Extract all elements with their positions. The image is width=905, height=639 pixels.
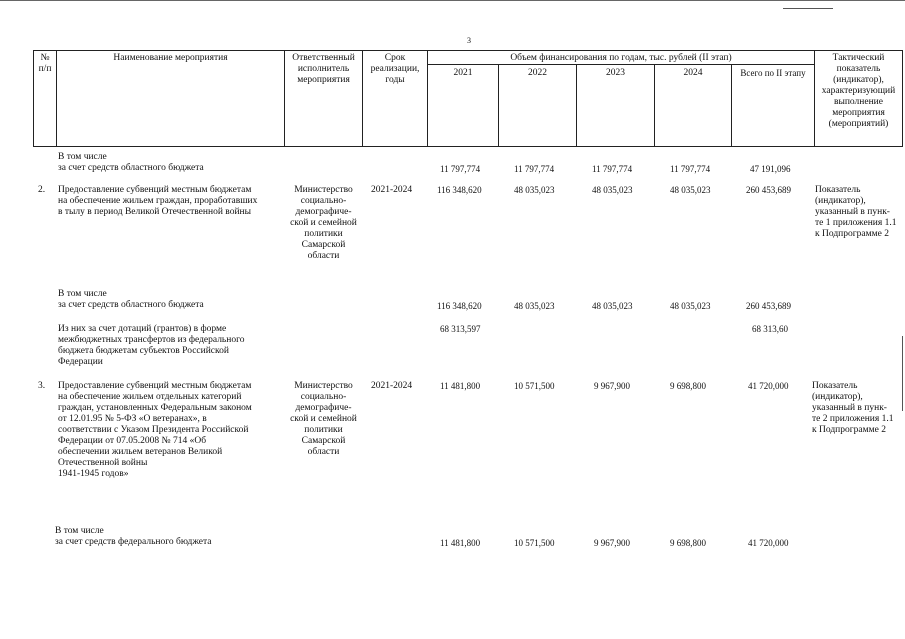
row-name: Предоставление субвенций местным бюджетам на обеспечение жильем отдельных категорий граждан, установленных Федеральным законом от 12.01.95 № 5-ФЗ «О ветеранах», в соответствии с Указом Президента Российской Федерации от 07.05.2008 № 714 «Об обеспечении жильем ветеранов Великой Отечественной войны 1941-1945 годов» — [58, 381, 252, 479]
row-term: 2021-2024 — [371, 381, 413, 391]
header-col-indicator: Тактический показатель (индикатор), характеризующий выполнение мероприятия (мероприятий) — [821, 53, 896, 129]
header-col-total: Всего по II этапу — [740, 68, 806, 78]
value-2023: 48 035,023 — [592, 185, 633, 195]
page-number: 3 — [467, 36, 471, 45]
header-year-2023: 2023 — [606, 68, 625, 78]
value-2022: 48 035,023 — [514, 185, 555, 195]
value-2024: 11 797,774 — [670, 164, 711, 174]
row-label: В том числе за счет средств областного бюджета — [58, 152, 204, 173]
value-2022: 10 571,500 — [514, 381, 555, 391]
header-col-term: Срок реализации, годы — [370, 53, 420, 85]
row-responsible: Министерство социально- демографиче- ской и семейной политики Самарской области — [290, 185, 357, 261]
value-2024: 9 698,800 — [670, 381, 706, 391]
value-2021: 68 313,597 — [440, 324, 481, 334]
top-right-mark — [783, 8, 833, 9]
header-col-responsible: Ответственный исполнитель мероприятия — [292, 53, 355, 85]
value-2024: 9 698,800 — [670, 538, 706, 548]
value-2023: 9 967,900 — [594, 538, 630, 548]
value-total: 68 313,60 — [752, 324, 788, 334]
right-edge-line — [902, 336, 903, 411]
value-2022: 48 035,023 — [514, 301, 555, 311]
header-col-name: Наименование мероприятия — [113, 53, 228, 63]
value-total: 47 191,096 — [750, 164, 791, 174]
value-total: 260 453,689 — [746, 301, 791, 311]
header-year-2024: 2024 — [683, 68, 703, 78]
row-number: 3. — [38, 381, 46, 391]
value-2023: 9 967,900 — [594, 381, 630, 391]
value-total: 260 453,689 — [746, 185, 791, 195]
top-border-line — [0, 0, 905, 1]
value-2024: 48 035,023 — [670, 301, 711, 311]
value-2022: 10 571,500 — [514, 538, 555, 548]
value-2023: 11 797,774 — [592, 164, 633, 174]
header-year-2022: 2022 — [528, 68, 547, 78]
value-2023: 48 035,023 — [592, 301, 633, 311]
row-indicator: Показатель (индикатор), указанный в пунк- те 2 приложения 1.1 к Подпрограмме 2 — [812, 381, 894, 435]
value-2024: 48 035,023 — [670, 185, 711, 195]
value-2021: 11 481,800 — [440, 538, 481, 548]
value-2021: 11 481,800 — [440, 381, 481, 391]
header-year-2021: 2021 — [453, 68, 473, 78]
value-2021: 116 348,620 — [437, 185, 482, 195]
row-name: Предоставление субвенций местным бюджетам на обеспечение жильем граждан, проработавших в тылу в период Великой Отечественной войны — [58, 185, 258, 217]
row-number: 2. — [38, 185, 46, 195]
row-responsible: Министерство социально- демографиче- ской и семейной политики Самарской области — [290, 381, 357, 457]
value-total: 41 720,000 — [748, 538, 789, 548]
header-col-funding: Объем финансирования по годам, тыс. рублей (II этап) — [510, 53, 732, 63]
row-label: В том числе за счет средств федерального бюджета — [55, 526, 212, 547]
row-label: Из них за счет дотаций (грантов) в форме межбюджетных трансфертов из федерального бюджета бюджетам субъектов Российской Федерации — [58, 324, 245, 367]
value-total: 41 720,000 — [748, 381, 789, 391]
row-label: В том числе за счет средств областного бюджета — [58, 289, 204, 310]
value-2022: 11 797,774 — [514, 164, 555, 174]
row-indicator: Показатель (индикатор), указанный в пунк- те 1 приложения 1.1 к Подпрограмме 2 — [815, 185, 897, 239]
value-2021: 11 797,774 — [440, 164, 481, 174]
value-2021: 116 348,620 — [437, 301, 482, 311]
row-term: 2021-2024 — [371, 185, 413, 195]
header-col-number: № п/п — [38, 53, 52, 74]
